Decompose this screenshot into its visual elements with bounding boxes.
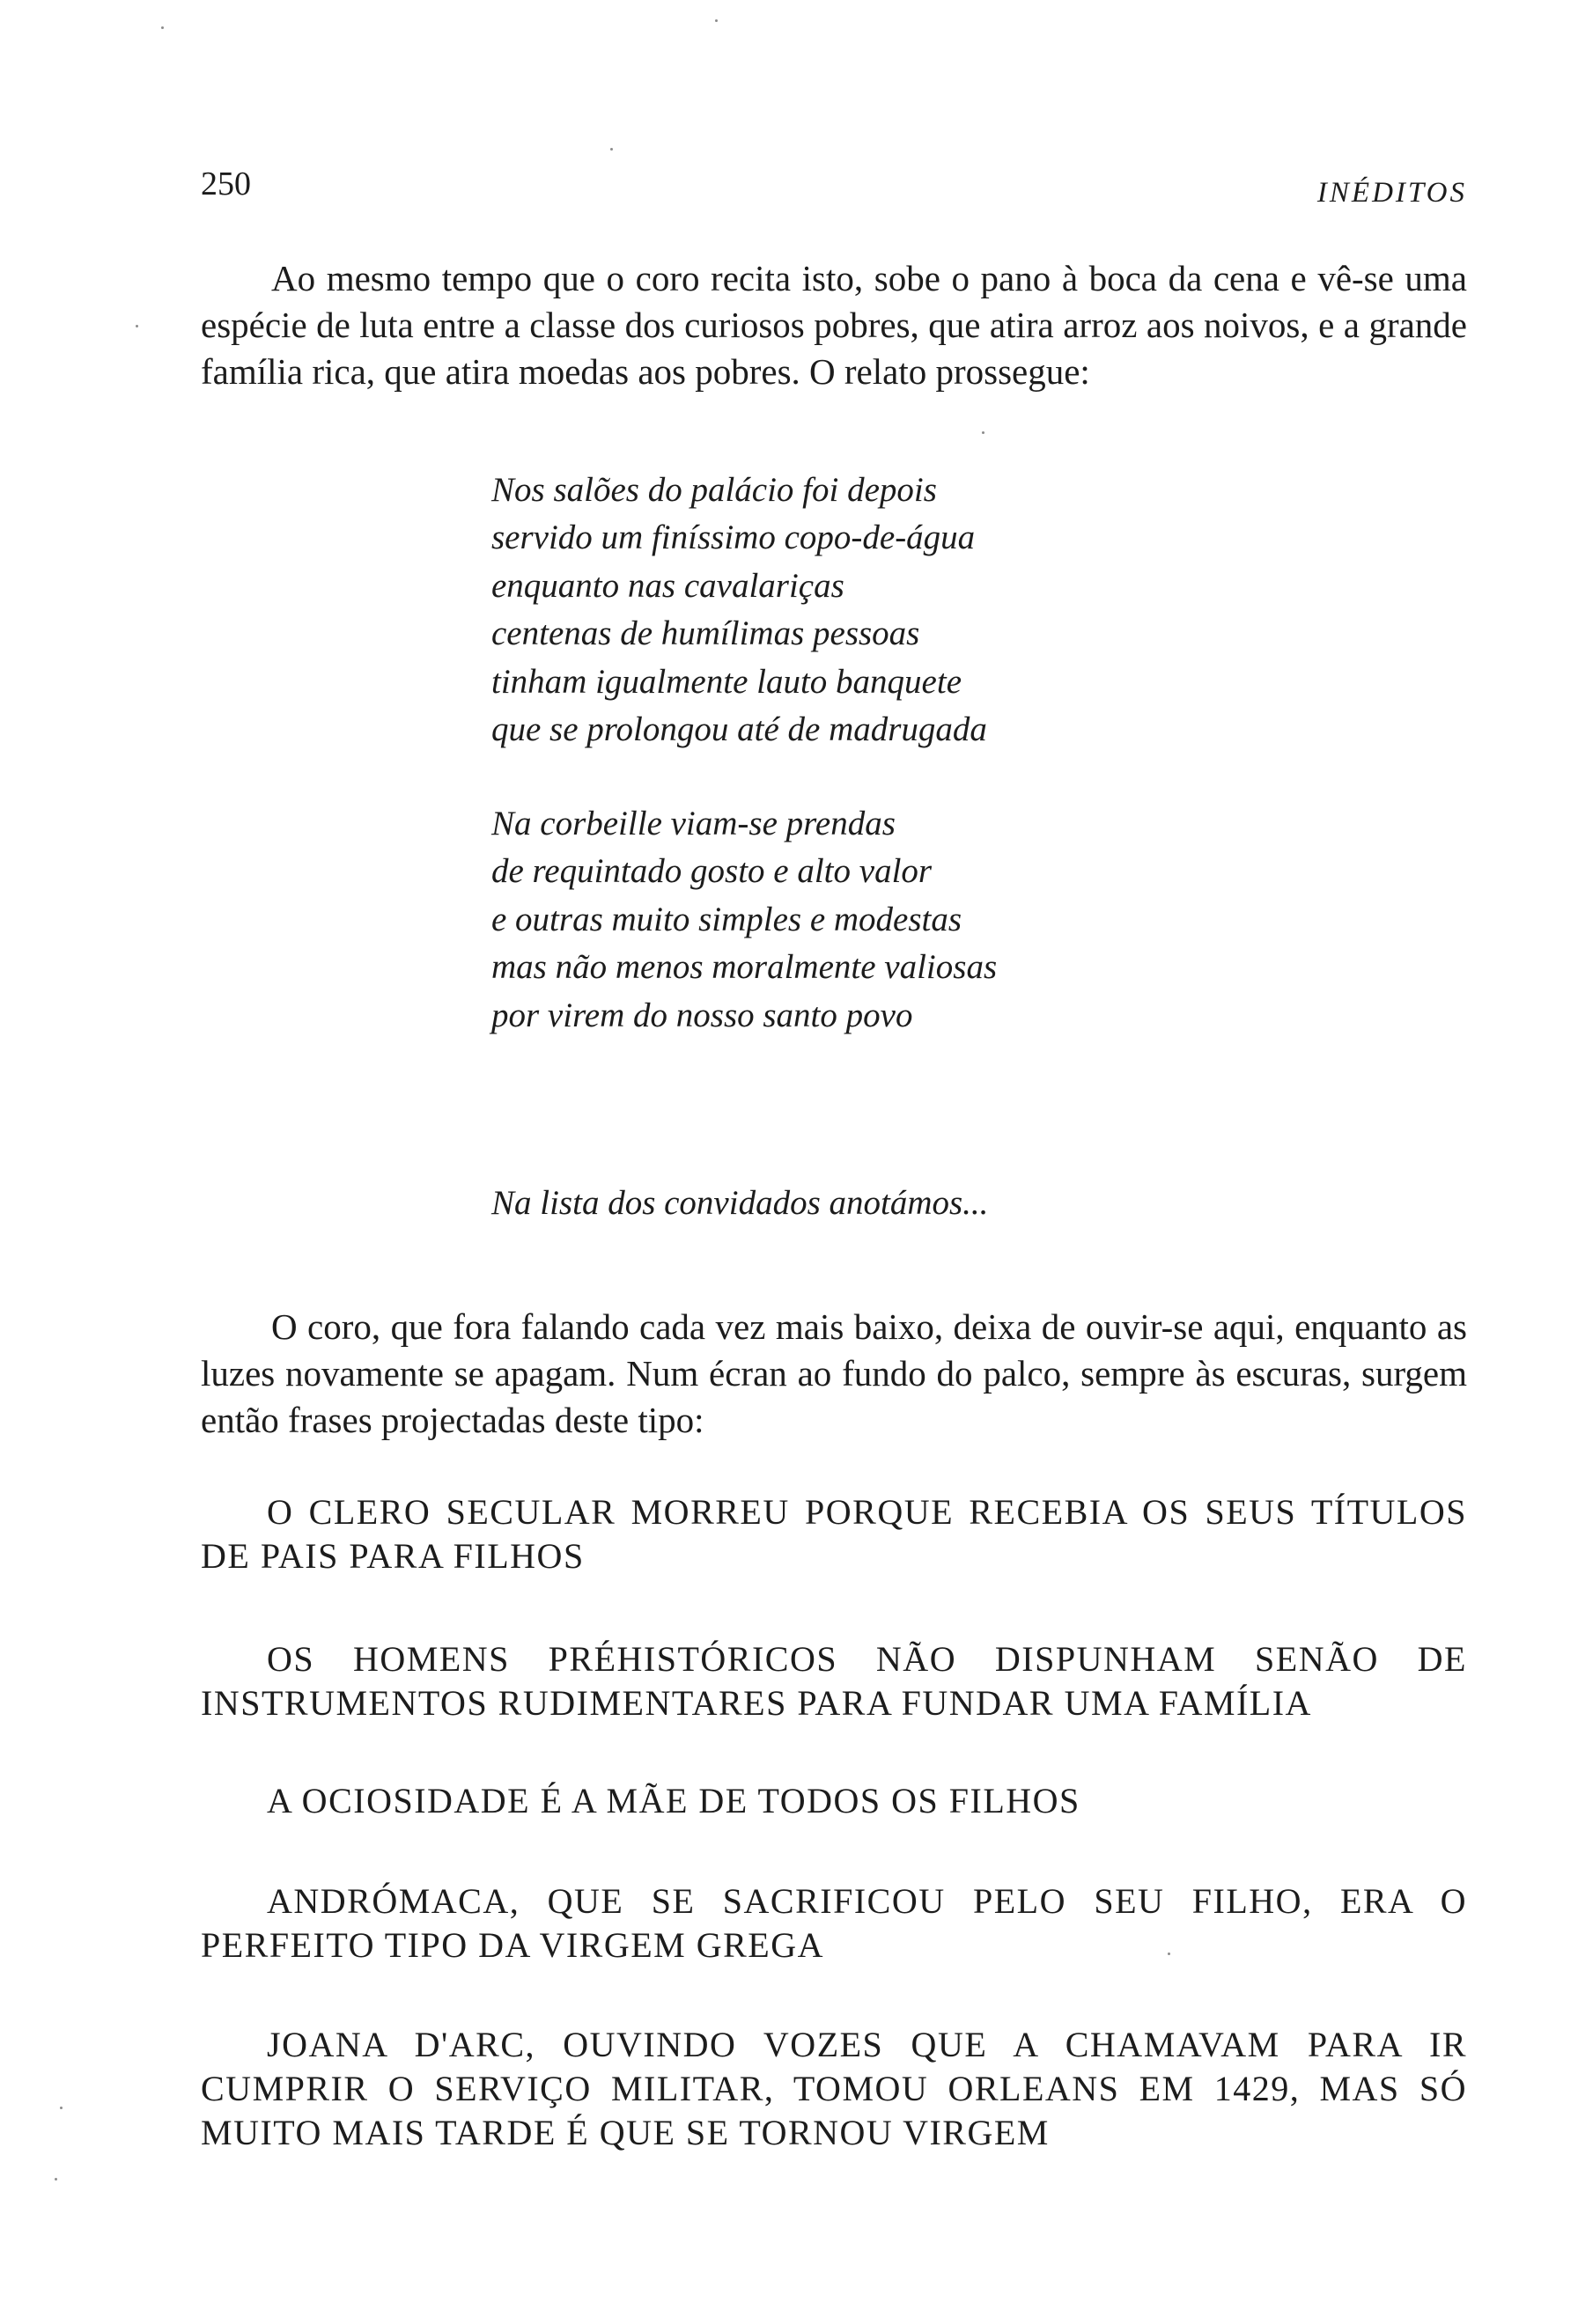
verse-line: servido um finíssimo copo-de-água	[491, 518, 976, 557]
scan-speck	[610, 148, 613, 151]
scan-speck	[982, 431, 984, 434]
scan-speck	[55, 2178, 57, 2181]
verse-line: e outras muito simples e modestas	[491, 900, 962, 938]
verse-line: enquanto nas cavalariças	[491, 566, 844, 605]
poem-stanza	[491, 800, 997, 1040]
running-head: INÉDITOS	[1316, 177, 1467, 209]
verse-line: de requintado gosto e alto valor	[491, 852, 933, 891]
scan-speck	[60, 2107, 63, 2109]
scan-speck	[161, 26, 164, 29]
intro-paragraph: Ao mesmo tempo que o coro recita isto, sobe o pano à boca da cena e vê-se uma espécie de luta entre a classe dos curiosos pobres, que atira arroz aos noivos, e a grande família rica, que atira moedas aos pobres. O relato prossegue:	[201, 258, 1467, 392]
coro-paragraph: O coro, que fora falando cada vez mais baixo, deixa de ouvir-se aqui, enquanto as luzes novamente se apagam. Num écran ao fundo do palco, sempre às escuras, surgem então frases projectadas deste tipo:	[201, 1306, 1467, 1440]
verse-line: Na corbeille viam-se prendas	[491, 805, 896, 842]
projected-phrase: ANDRÓMACA, QUE SE SACRIFICOU PELO SEU FILHO, ERA O PERFEITO TIPO DA VIRGEM GREGA	[201, 1881, 1467, 1965]
verse-line: por virem do nosso santo povo	[491, 996, 913, 1034]
scan-speck	[136, 325, 138, 327]
verse-line: centenas de humílimas pessoas	[491, 614, 920, 653]
scan-speck	[1168, 1953, 1170, 1955]
page-number: 250	[201, 165, 251, 202]
verse-line: mas não menos moralmente valiosas	[491, 948, 998, 987]
projected-phrase: O CLERO SECULAR MORREU PORQUE RECEBIA OS SEUS TÍTULOS DE PAIS PARA FILHOS	[201, 1492, 1467, 1576]
projected-phrase: JOANA D'ARC, OUVINDO VOZES QUE A CHAMAVAM PARA IR CUMPRIR O SERVIÇO MILITAR, TOMOU ORLEANS EM 1429, MAS SÓ MUITO MAIS TARDE É QUE SE TORNOU VIRGEM	[201, 2025, 1467, 2152]
verse-line: Nos salões do palácio foi depois	[491, 471, 937, 509]
poem-stanza	[491, 1180, 988, 1227]
scan-speck	[715, 19, 718, 22]
poem-stanza	[491, 467, 987, 754]
projected-phrase: OS HOMENS PRÉHISTÓRICOS NÃO DISPUNHAM SENÃO DE INSTRUMENTOS RUDIMENTARES PARA FUNDAR UMA FAMÍLIA	[201, 1639, 1467, 1723]
verse-line: que se prolongou até de madrugada	[491, 710, 987, 749]
projected-phrase: A OCIOSIDADE É A MÃE DE TODOS OS FILHOS	[267, 1781, 1080, 1820]
verse-line: tinham igualmente lauto banquete	[491, 662, 962, 701]
verse-line: Na lista dos convidados anotámos...	[491, 1184, 989, 1222]
